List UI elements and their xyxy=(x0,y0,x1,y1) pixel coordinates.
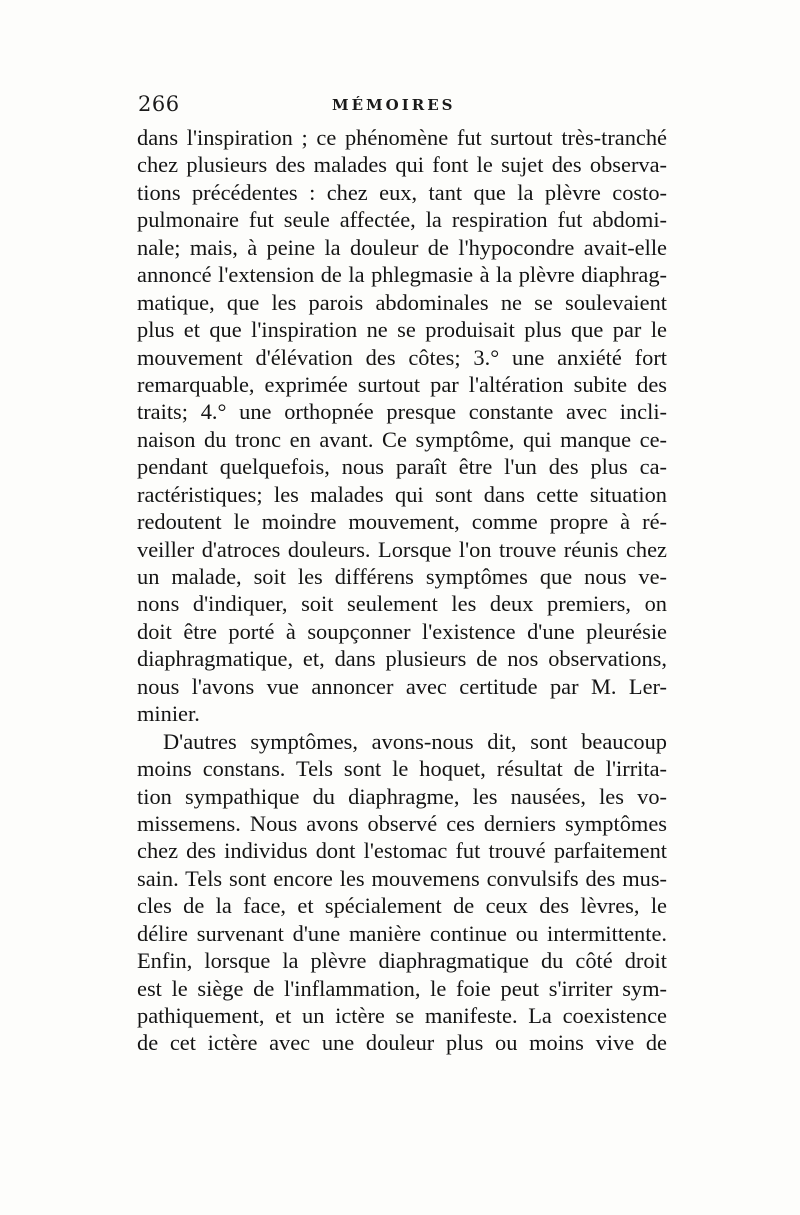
text-line: nale; mais, à peine la douleur de l'hypocondre avait-elle xyxy=(137,234,667,260)
paragraph xyxy=(137,124,667,728)
text-line: tion sympathique du diaphragme, les nausées, les vo- xyxy=(137,783,667,809)
text-line: délire survenant d'une manière continue ou intermittente. xyxy=(137,920,667,946)
text-line: missemens. Nous avons observé ces derniers symptômes xyxy=(137,810,667,836)
body-text xyxy=(137,124,667,1057)
text-line: mouvement d'élévation des côtes; 3.° une anxiété fort xyxy=(137,344,667,370)
text-line: un malade, soit les différens symptômes que nous ve- xyxy=(137,564,667,589)
text-line: pulmonaire fut seule affectée, la respiration fut abdomi- xyxy=(137,207,667,233)
paragraph xyxy=(137,728,667,1057)
text-line: est le siège de l'inflammation, le foie peut s'irriter sym- xyxy=(137,975,667,1001)
text-line: de cet ictère avec une douleur plus ou moins vive de xyxy=(137,1030,667,1056)
text-line: tions précédentes : chez eux, tant que la plèvre costo- xyxy=(137,179,667,205)
text-line: chez plusieurs des malades qui font le sujet des observa- xyxy=(137,152,667,178)
text-line: matique, que les parois abdominales ne se soulevaient xyxy=(137,289,667,315)
text-line: remarquable, exprimée surtout par l'altération subite des xyxy=(137,371,667,397)
text-line: cles de la face, et spécialement de ceux des lèvres, le xyxy=(137,893,667,919)
text-line: nous l'avons vue annoncer avec certitude par M. Ler- xyxy=(137,673,667,699)
text-line: veiller d'atroces douleurs. Lorsque l'on trouve réunis chez xyxy=(137,536,667,562)
running-title: MÉMOIRES xyxy=(332,96,456,114)
text-line: ractéristiques; les malades qui sont dans cette situation xyxy=(137,481,667,507)
text-line: minier. xyxy=(137,701,200,727)
text-line: plus et que l'inspiration ne se produisait plus que par le xyxy=(137,317,667,343)
text-line: dans l'inspiration ; ce phénomène fut surtout très-tranché xyxy=(137,125,667,150)
text-line: nons d'indiquer, soit seulement les deux premiers, on xyxy=(137,591,667,617)
text-line: sain. Tels sont encore les mouvemens convulsifs des mus- xyxy=(137,865,667,891)
page-number: 266 xyxy=(138,92,180,116)
text-line: traits; 4.° une orthopnée presque constante avec incli- xyxy=(137,399,667,425)
text-line: pendant quelquefois, nous paraît être l'un des plus ca- xyxy=(137,454,667,480)
text-line: redoutent le moindre mouvement, comme propre à ré- xyxy=(137,509,667,535)
page-header xyxy=(138,92,668,122)
text-line: pathiquement, et un ictère se manifeste. La coexistence xyxy=(137,1003,667,1028)
text-line: Enfin, lorsque la plèvre diaphragmatique du côté droit xyxy=(137,948,667,974)
text-line: doit être porté à soupçonner l'existence d'une pleurésie xyxy=(137,618,667,644)
text-line: naison du tronc en avant. Ce symptôme, qui manque ce- xyxy=(137,426,667,452)
text-line: diaphragmatique, et, dans plusieurs de nos observations, xyxy=(137,646,667,672)
text-line: D'autres symptômes, avons-nous dit, sont beaucoup xyxy=(163,728,667,754)
text-line: chez des individus dont l'estomac fut trouvé parfaitement xyxy=(137,838,667,864)
text-line: annoncé l'extension de la phlegmasie à la plèvre diaphrag- xyxy=(137,262,667,288)
text-line: moins constans. Tels sont le hoquet, résultat de l'irrita- xyxy=(137,756,667,782)
